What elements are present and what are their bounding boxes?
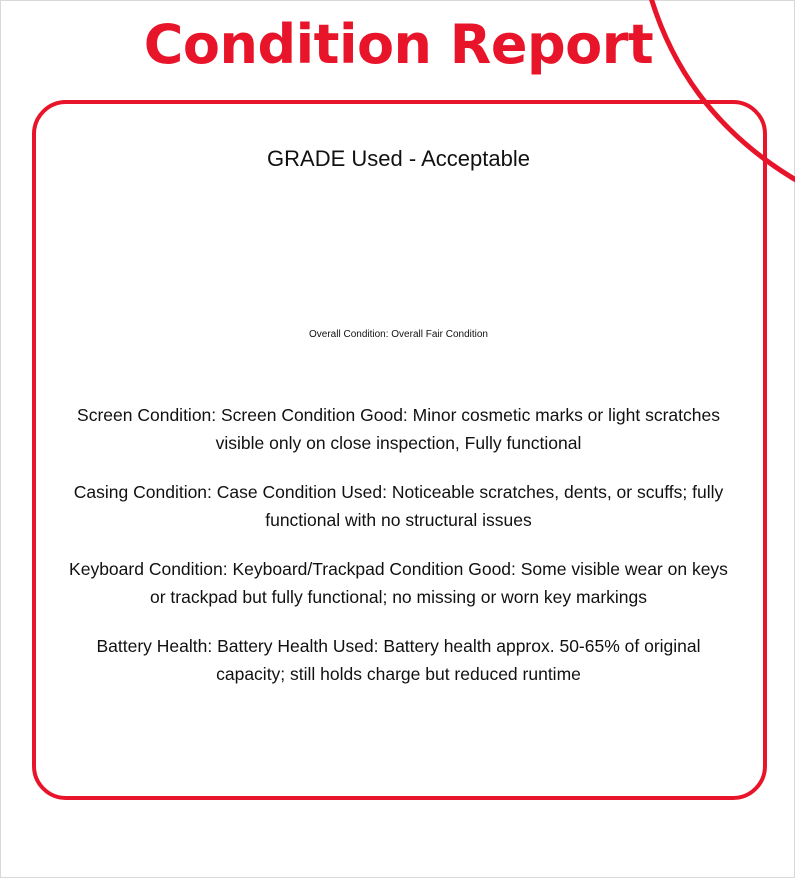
page-title: Condition Report bbox=[143, 13, 654, 76]
list-item: Keyboard Condition: Keyboard/Trackpad Condition Good: Some visible wear on keys or trackpad but fully functional; no missing or worn key markings bbox=[69, 559, 728, 607]
list-item: Battery Health: Battery Health Used: Battery health approx. 50-65% of original capacity; still holds charge but reduced runtime bbox=[96, 636, 701, 684]
list-item: Casing Condition: Case Condition Used: Noticeable scratches, dents, or scuffs; fully functional with no structural issues bbox=[73, 482, 724, 530]
overall-condition-label: Overall Condition: Overall Fair Condition bbox=[309, 329, 488, 340]
grade-label: GRADE Used - Acceptable bbox=[267, 146, 530, 171]
list-item: Screen Condition: Screen Condition Good: Minor cosmetic marks or light scratches visible only on close inspection, Fully functional bbox=[77, 405, 720, 453]
condition-details-list bbox=[61, 401, 736, 688]
